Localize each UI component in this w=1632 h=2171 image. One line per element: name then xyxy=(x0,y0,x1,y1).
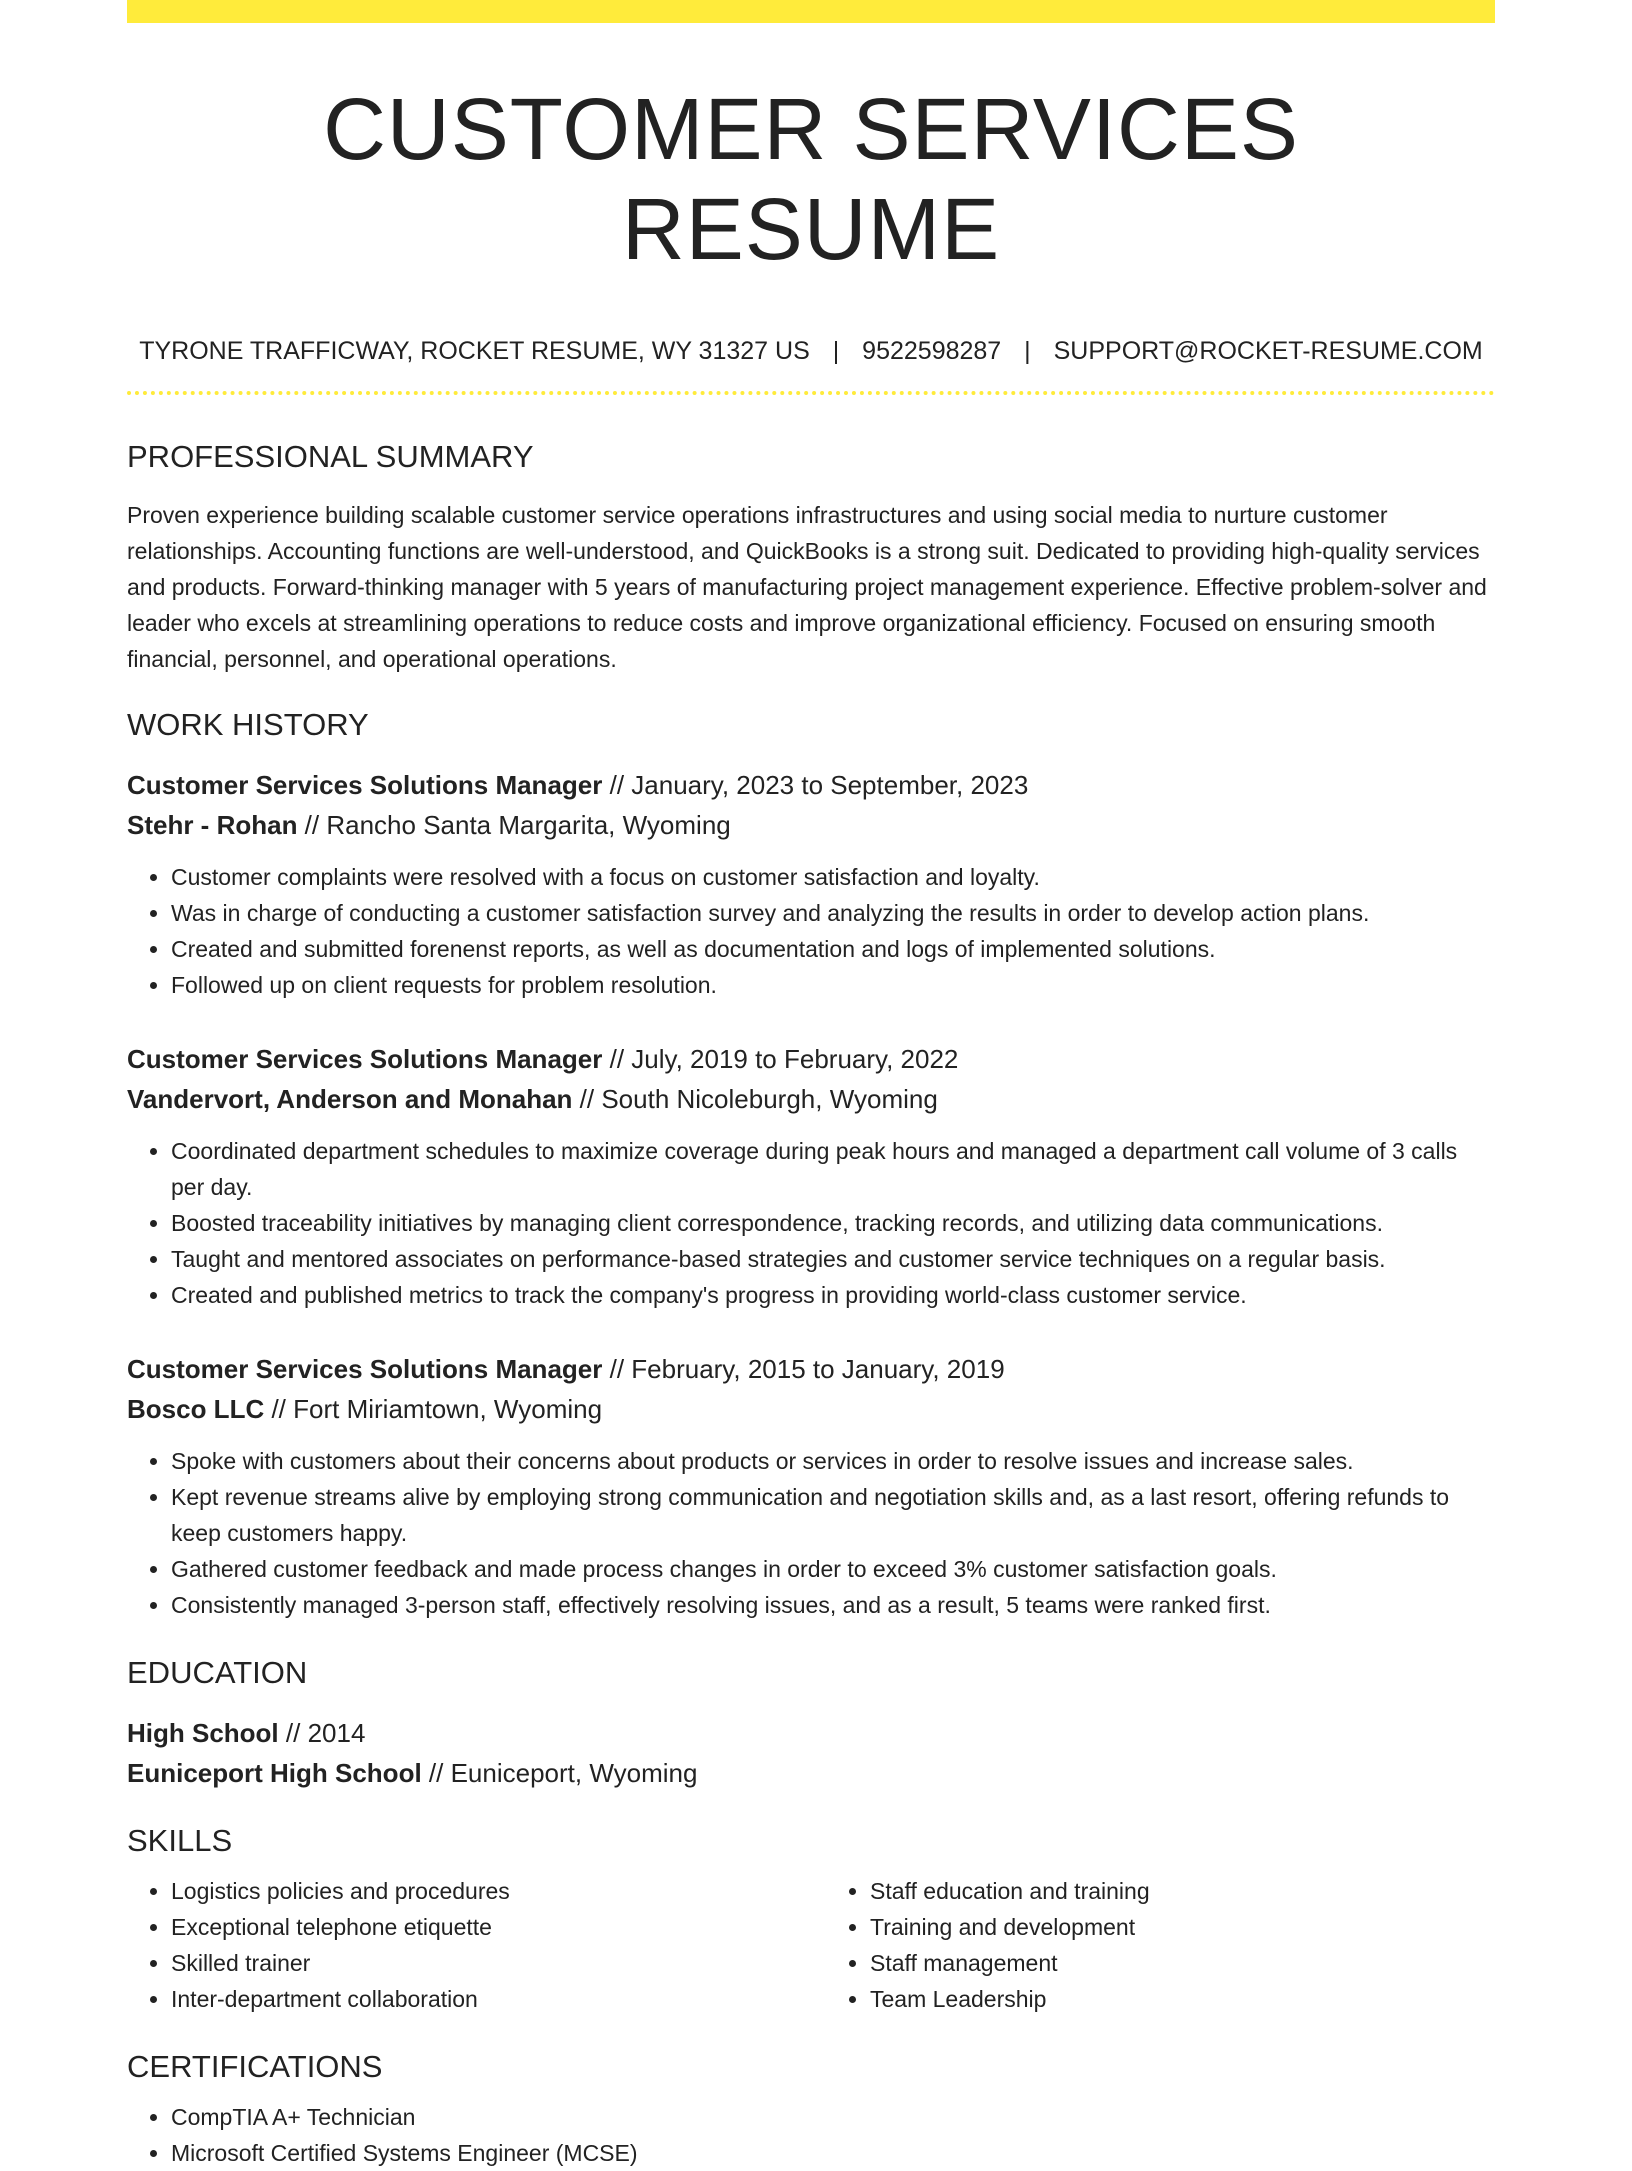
contact-separator: | xyxy=(1024,337,1031,365)
skill-item: • Team Leadership xyxy=(870,1981,1495,2017)
job-company-line xyxy=(127,1079,1495,1119)
job-bullet: • Boosted traceability initiatives by managing client correspondence, tracking records, and utilizing data communications. xyxy=(171,1205,1495,1241)
skills-columns xyxy=(127,1873,1495,2017)
certification-item: • CompTIA A+ Technician xyxy=(171,2099,1495,2135)
contact-address: TYRONE TRAFFICWAY, ROCKET RESUME, WY 31327 US xyxy=(139,337,810,365)
job-entry xyxy=(127,765,1495,1003)
skill-item: • Exceptional telephone etiquette xyxy=(171,1909,796,1945)
resume-title: CUSTOMER SERVICES RESUME xyxy=(323,81,1299,278)
contact-line xyxy=(127,336,1495,366)
job-entry xyxy=(127,1349,1495,1623)
job-role-line xyxy=(127,1349,1495,1389)
job-role: Customer Services Solutions Manager xyxy=(127,1354,603,1384)
job-role: Customer Services Solutions Manager xyxy=(127,1044,603,1074)
job-company-line xyxy=(127,1389,1495,1429)
job-company: Bosco LLC xyxy=(127,1394,265,1424)
skill-item: • Staff education and training xyxy=(870,1873,1495,1909)
skills-list-left xyxy=(127,1873,796,2017)
job-dates: // January, 2023 to September, 2023 xyxy=(602,770,1029,800)
contact-email: SUPPORT@ROCKET-RESUME.COM xyxy=(1053,337,1483,365)
education-school: Euniceport High School xyxy=(127,1758,422,1788)
education-entry xyxy=(127,1713,1495,1793)
education-degree-line xyxy=(127,1713,1495,1753)
accent-bar xyxy=(127,0,1495,23)
job-company: Vandervort, Anderson and Monahan xyxy=(127,1084,573,1114)
skill-item: • Logistics policies and procedures xyxy=(171,1873,796,1909)
job-location: // South Nicoleburgh, Wyoming xyxy=(572,1084,938,1114)
contact-separator: | xyxy=(832,337,840,365)
job-bullet: • Consistently managed 3-person staff, effectively resolving issues, and as a result, 5 teams were ranked first. xyxy=(171,1587,1495,1623)
job-bullet: • Created and submitted forenenst reports, as well as documentation and logs of implemented solutions. xyxy=(171,931,1495,967)
job-dates: // July, 2019 to February, 2022 xyxy=(602,1044,959,1074)
skill-item: • Inter-department collaboration xyxy=(171,1981,796,2017)
skill-item: • Training and development xyxy=(870,1909,1495,1945)
job-bullets xyxy=(127,859,1495,1003)
job-company-line xyxy=(127,805,1495,845)
certifications-heading: CERTIFICATIONS xyxy=(127,2049,383,2084)
header-divider xyxy=(127,391,1495,395)
summary-heading: PROFESSIONAL SUMMARY xyxy=(127,439,534,474)
job-entry xyxy=(127,1039,1495,1313)
education-heading: EDUCATION xyxy=(127,1655,308,1690)
job-bullet: • Taught and mentored associates on performance-based strategies and customer service techniques on a regular basis. xyxy=(171,1241,1495,1277)
education-degree: High School xyxy=(127,1718,279,1748)
job-bullet: • Spoke with customers about their concerns about products or services in order to resolve issues and increase sales. xyxy=(171,1443,1495,1479)
skills-heading: SKILLS xyxy=(127,1823,233,1858)
job-role-line xyxy=(127,1039,1495,1079)
education-location: // Euniceport, Wyoming xyxy=(421,1758,698,1788)
job-bullets xyxy=(127,1133,1495,1313)
job-role-line xyxy=(127,765,1495,805)
education-year: // 2014 xyxy=(278,1718,366,1748)
job-bullet: • Gathered customer feedback and made process changes in order to exceed 3% customer satisfaction goals. xyxy=(171,1551,1495,1587)
certifications-list xyxy=(127,2099,1495,2171)
job-bullet: • Kept revenue streams alive by employing strong communication and negotiation skills and, as a last resort, offering refunds to keep customers happy. xyxy=(171,1479,1495,1551)
job-bullet: • Was in charge of conducting a customer satisfaction survey and analyzing the results in order to develop action plans. xyxy=(171,895,1495,931)
job-bullet: • Created and published metrics to track the company's progress in providing world-class customer service. xyxy=(171,1277,1495,1313)
job-bullet: • Customer complaints were resolved with a focus on customer satisfaction and loyalty. xyxy=(171,859,1495,895)
summary-text: Proven experience building scalable customer service operations infrastructures and using social media to nurture customer relationships. Accounting functions are well-understood, and QuickBooks is a strong suit. Dedicated to providing high-quality services and products. Forward-thinking manager with 5 years of manufacturing project management experience. Effective problem-solver and leader who excels at streamlining operations to reduce costs and improve organizational efficiency. Focused on ensuring smooth financial, personnel, and operational operations. xyxy=(127,502,1487,672)
job-bullets xyxy=(127,1443,1495,1623)
contact-phone: 9522598287 xyxy=(862,337,1002,365)
job-location: // Rancho Santa Margarita, Wyoming xyxy=(297,810,731,840)
job-company: Stehr - Rohan xyxy=(127,810,298,840)
education-school-line xyxy=(127,1753,1495,1793)
certification-item: • Microsoft Certified Systems Engineer (MCSE) xyxy=(171,2135,1495,2171)
job-location: // Fort Miriamtown, Wyoming xyxy=(264,1394,603,1424)
job-bullet: • Followed up on client requests for problem resolution. xyxy=(171,967,1495,1003)
skill-item: • Skilled trainer xyxy=(171,1945,796,1981)
skills-list-right xyxy=(826,1873,1495,2017)
work-history-heading: WORK HISTORY xyxy=(127,707,369,742)
job-dates: // February, 2015 to January, 2019 xyxy=(602,1354,1005,1384)
job-bullet: • Coordinated department schedules to maximize coverage during peak hours and managed a department call volume of 3 calls per day. xyxy=(171,1133,1495,1205)
job-role: Customer Services Solutions Manager xyxy=(127,770,603,800)
resume-content xyxy=(127,23,1495,2171)
skill-item: • Staff management xyxy=(870,1945,1495,1981)
